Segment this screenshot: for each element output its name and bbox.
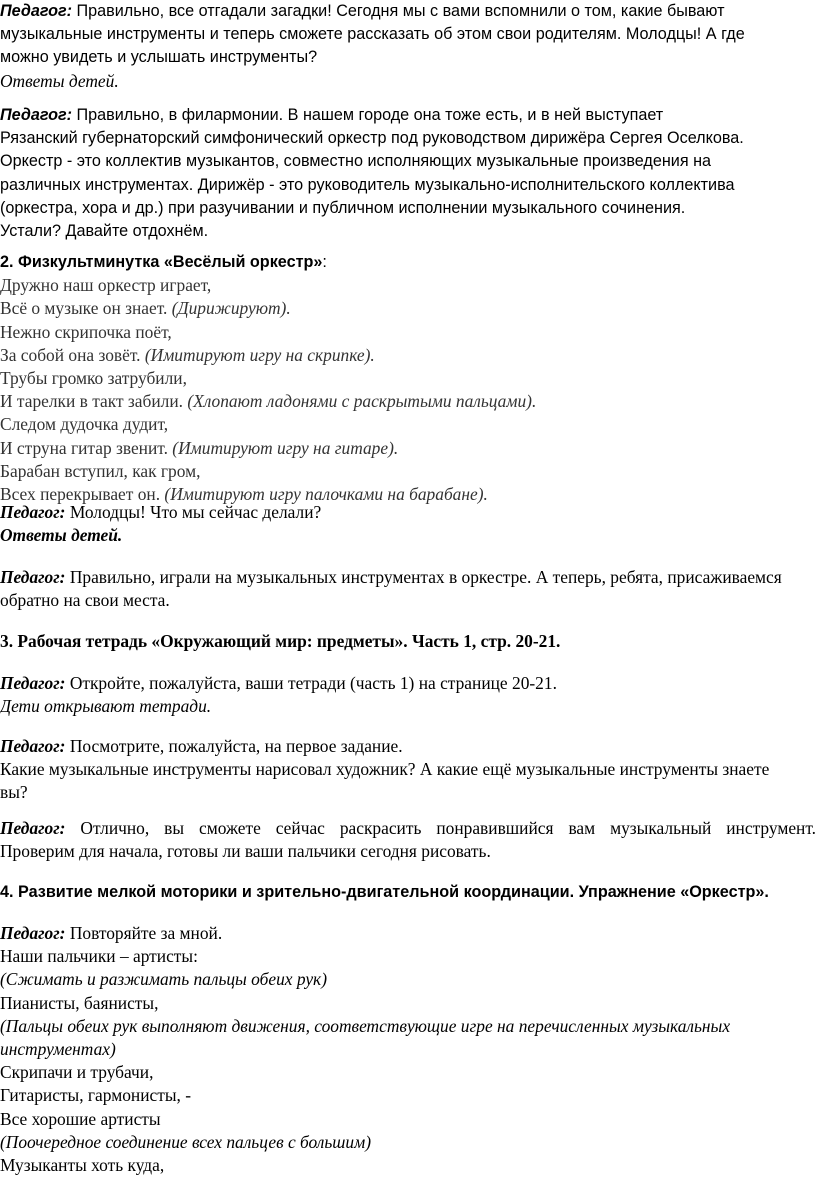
exercise-verse-line: Пианисты, баянисты, — [0, 992, 159, 1013]
text-fragment: Правильно, в филармонии. В нашем городе она тоже есть, и в ней выступает — [72, 106, 664, 124]
speaker-label: Педагог: — [0, 502, 66, 522]
poem — [0, 274, 816, 506]
speaker-label: Педагог: — [0, 923, 66, 943]
poem-line — [0, 460, 816, 483]
text-line: можно увидеть и услышать инструменты? — [0, 48, 318, 67]
paragraph-finger-exercise — [0, 922, 816, 1177]
text-line — [0, 566, 816, 589]
poem-stage-direction: (Дирижируют). — [171, 298, 291, 319]
exercise-instruction: (Сжимать и разжимать пальцы обеих рук) — [0, 969, 327, 990]
text-line — [0, 735, 816, 758]
text-fragment: Повторяйте за мной. — [65, 923, 223, 943]
children-answer: Ответы детей. — [0, 70, 119, 91]
text-line — [0, 0, 816, 23]
text-fragment: Отлично, вы сможете сейчас раскрасить понравившийся вам музыкальный инструмент. — [65, 818, 816, 838]
exercise-verse-line: Наши пальчики – артисты: — [0, 946, 198, 967]
exercise-instruction: (Поочередное соединение всех пальцев с большим) — [0, 1131, 372, 1152]
poem-line — [0, 297, 816, 320]
exercise-verse-line: Скрипачи и трубачи, — [0, 1062, 154, 1083]
paragraph-coloring — [0, 817, 816, 863]
exercise-verse-line: Все хорошие артисты — [0, 1108, 161, 1129]
poem-line — [0, 437, 816, 460]
poem-text: За собой она зовёт. — [0, 344, 145, 365]
poem-line — [0, 413, 816, 436]
poem-line — [0, 274, 816, 297]
text-line: Устали? Давайте отдохнём. — [0, 222, 209, 241]
text-fragment: Правильно, все отгадали загадки! Сегодня мы с вами вспомнили о том, какие бывают — [72, 2, 725, 20]
poem-stage-direction: (Хлопают ладонями с раскрытыми пальцами). — [187, 391, 537, 412]
poem-text: Дружно наш оркестр играет, — [0, 275, 212, 296]
exercise-verse-line: Музыканты хоть куда, — [0, 1155, 165, 1176]
poem-line — [0, 390, 816, 413]
poem-line — [0, 344, 816, 367]
text-fragment: Молодцы! Что мы сейчас делали? — [65, 502, 322, 522]
paragraph-teacher-riddles — [0, 0, 816, 93]
poem-text: Всё о музыке он знает. — [0, 298, 172, 319]
speaker-label: Педагог: — [0, 2, 73, 20]
section-heading: 3. Рабочая тетрадь «Окружающий мир: предметы». Часть 1, стр. 20-21. — [0, 631, 561, 651]
stage-direction: Дети открывают тетради. — [0, 696, 212, 717]
text-fragment: Откройте, пожалуйста, ваши тетради (часть 1) на странице 20-21. — [65, 673, 557, 693]
exercise-verse-line: Гитаристы, гармонисты, - — [0, 1085, 192, 1106]
paragraph-played-in-orchestra — [0, 566, 816, 612]
text-fragment: Правильно, играли на музыкальных инструментах в оркестре. А теперь, ребята, присаживаемся — [65, 567, 782, 587]
text-line — [0, 104, 816, 127]
section-workbook — [0, 630, 816, 653]
poem-stage-direction: (Имитируют игру палочками на барабане). — [164, 484, 488, 505]
poem-text: Трубы громко затрубили, — [0, 368, 187, 389]
speaker-label: Педагог: — [0, 673, 66, 693]
exercise-lines — [0, 945, 816, 1177]
text-line: Рязанский губернаторский симфонический оркестр под руководством дирижёра Сергея Оселкова. — [0, 129, 744, 148]
paragraph-philharmonic — [0, 104, 816, 243]
text-line: (оркестра, хора и др.) при разучивании и публичном исполнении музыкального сочинения. — [0, 198, 686, 217]
poem-text: Нежно скрипочка поёт, — [0, 321, 172, 342]
text-line: вы? — [0, 782, 28, 803]
exercise-instruction: (Пальцы обеих рук выполняют движения, соответствующие игре на перечисленных музыкальных — [0, 1015, 731, 1036]
paragraph-open-notebooks — [0, 672, 816, 718]
poem-line — [0, 367, 816, 390]
speaker-label: Педагог: — [0, 818, 66, 838]
section-fizkultminutka — [0, 251, 816, 506]
text-line — [0, 501, 816, 524]
text-line — [0, 922, 816, 945]
heading-text: 2. Физкультминутка «Весёлый оркестр» — [0, 253, 323, 271]
text-line: различных инструментах. Дирижёр - это руководитель музыкально-исполнительского коллектива — [0, 175, 735, 194]
poem-stage-direction: (Имитируют игру на гитаре). — [172, 437, 399, 458]
poem-text: Всех перекрывает он. — [0, 484, 165, 505]
section-heading — [0, 251, 816, 274]
poem-text: И тарелки в такт забили. — [0, 391, 188, 412]
speaker-label: Педагог: — [0, 736, 66, 756]
paragraph-first-task — [0, 735, 816, 805]
poem-text: Барабан вступил, как гром, — [0, 460, 201, 481]
heading-tail: : — [322, 253, 327, 271]
text-fragment: Посмотрите, пожалуйста, на первое задание. — [65, 736, 403, 756]
poem-text: Следом дудочка дудит, — [0, 414, 169, 435]
speaker-label: Педагог: — [0, 567, 66, 587]
poem-stage-direction: (Имитируют игру на скрипке). — [144, 344, 375, 365]
children-answer: Ответы детей. — [0, 525, 123, 546]
exercise-instruction: инструментах) — [0, 1039, 116, 1060]
text-line: музыкальные инструменты и теперь сможете рассказать об этом свои родителям. Молодцы! А где — [0, 25, 745, 44]
poem-line — [0, 321, 816, 344]
speaker-label: Педагог: — [0, 106, 73, 124]
text-line: Оркестр - это коллектив музыкантов, совместно исполняющих музыкальные произведения на — [0, 152, 712, 171]
section-heading: 4. Развитие мелкой моторики и зрительно-двигательной координации. Упражнение «Оркестр». — [0, 883, 769, 901]
text-line — [0, 817, 816, 840]
text-line — [0, 672, 816, 695]
poem-text: И струна гитар звенит. — [0, 437, 173, 458]
text-line: обратно на свои места. — [0, 590, 170, 611]
section-fine-motor — [0, 881, 816, 904]
text-line: Проверим для начала, готовы ли ваши пальчики сегодня рисовать. — [0, 841, 491, 862]
text-line: Какие музыкальные инструменты нарисовал художник? А какие ещё музыкальные инструменты знаете — [0, 759, 770, 780]
paragraph-what-did-we-do — [0, 501, 816, 547]
